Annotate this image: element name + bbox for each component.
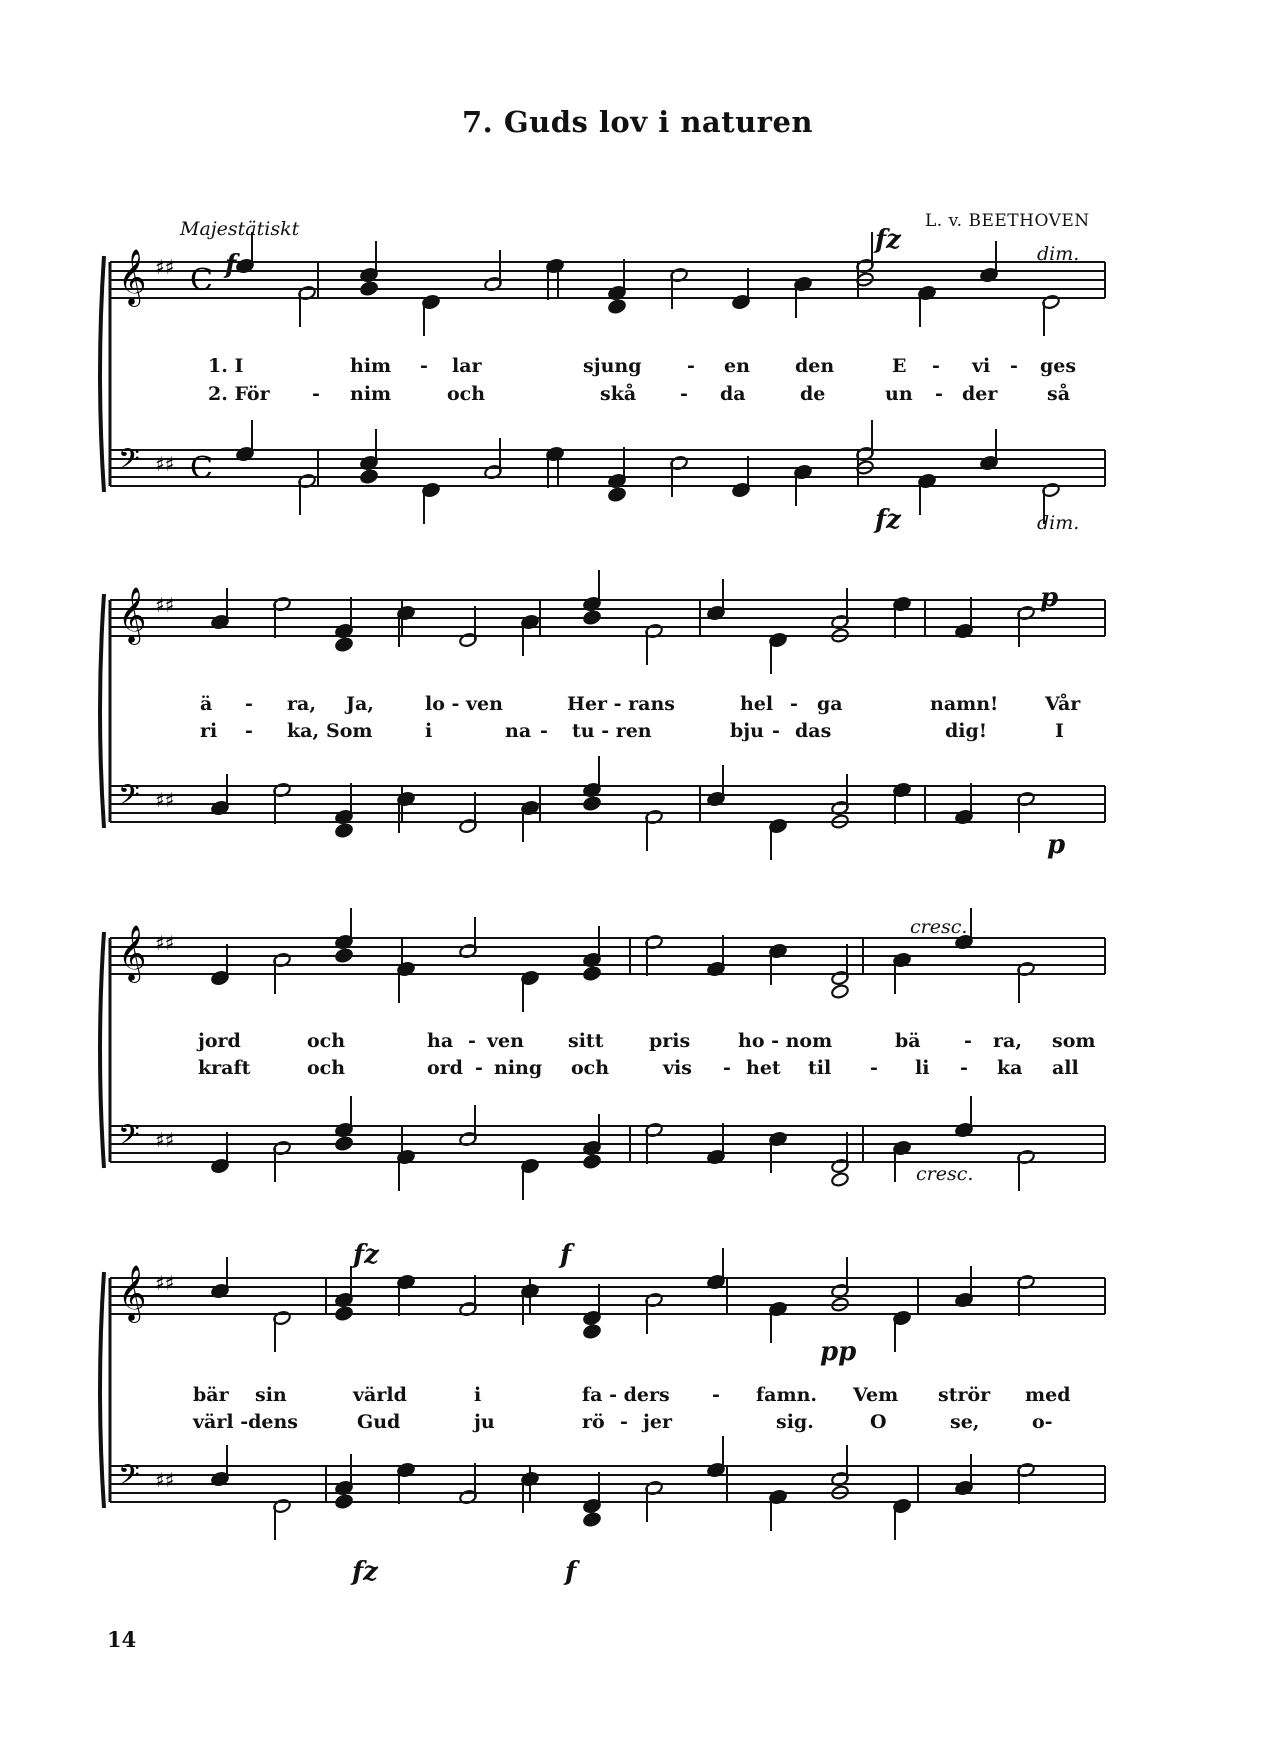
- common-time-icon: C: [190, 263, 213, 298]
- note-head: [335, 823, 354, 839]
- lyric: -: [540, 720, 548, 742]
- lyric: vi: [972, 355, 991, 377]
- note-head: [583, 1324, 602, 1340]
- treble-clef-icon: 𝄞: [118, 249, 147, 305]
- lyric: -: [964, 1030, 972, 1052]
- note-head: [335, 1136, 354, 1152]
- lyric: het: [746, 1057, 781, 1079]
- lyric: ord: [427, 1057, 463, 1079]
- common-time-icon: C: [190, 451, 213, 486]
- lyric: na: [505, 720, 532, 742]
- note-head: [335, 1306, 354, 1322]
- bass-staff: [110, 1459, 1105, 1502]
- lyric: sin: [255, 1384, 287, 1406]
- lyric: -: [475, 1057, 483, 1079]
- lyric: namn!: [930, 693, 999, 715]
- key-signature-icon: ♯♯: [155, 1271, 175, 1295]
- lyric: ha: [427, 1030, 454, 1052]
- lyric: och: [447, 383, 486, 405]
- dynamic-marking: dim.: [1037, 512, 1080, 534]
- dynamic-marking: f: [560, 1240, 572, 1270]
- key-signature-icon: ♯♯: [155, 452, 175, 476]
- dynamic-marking: fz: [353, 1240, 379, 1270]
- dynamic-marking: fz: [352, 1557, 378, 1587]
- lyric: i: [474, 1384, 482, 1406]
- brace-icon: [100, 594, 104, 828]
- lyric: -: [1010, 355, 1018, 377]
- note-head: [583, 1154, 602, 1170]
- lyric: ä: [200, 693, 213, 715]
- lyric: jord: [198, 1030, 241, 1052]
- note-head: [583, 796, 602, 812]
- bass-staff: [110, 1119, 1105, 1162]
- lyric: bju: [730, 720, 764, 742]
- lyric: jer: [643, 1411, 672, 1433]
- lyric: ven: [487, 1030, 524, 1052]
- song-title: 7. Guds lov i naturen: [461, 105, 813, 139]
- lyric: ju: [474, 1411, 495, 1433]
- bass-clef-icon: 𝄢: [118, 1119, 140, 1159]
- lyric: -: [932, 355, 940, 377]
- lyric: -: [935, 383, 943, 405]
- note-head: [335, 948, 354, 964]
- lyric: bä: [895, 1030, 921, 1052]
- lyric: Vår: [1045, 693, 1081, 715]
- lyric: -: [723, 1057, 731, 1079]
- lyric: ning: [494, 1057, 543, 1079]
- bass-staff: [110, 779, 1105, 822]
- lyric: sitt: [568, 1030, 604, 1052]
- treble-clef-icon: 𝄞: [118, 587, 147, 643]
- note-head: [608, 299, 627, 315]
- bass-clef-icon: 𝄢: [118, 443, 140, 483]
- lyric: ga: [817, 693, 843, 715]
- lyric: -: [245, 720, 253, 742]
- key-signature-icon: ♯♯: [155, 931, 175, 955]
- lyric: til: [808, 1057, 832, 1079]
- bass-clef-icon: 𝄢: [118, 779, 140, 819]
- lyric: så: [1047, 383, 1071, 405]
- lyric: o-: [1032, 1411, 1053, 1433]
- lyric: -: [960, 1057, 968, 1079]
- lyric: och: [571, 1057, 610, 1079]
- dynamic-marking: fz: [875, 505, 901, 535]
- lyric: de: [800, 383, 826, 405]
- note-head: [335, 637, 354, 653]
- dynamic-marking: f: [225, 250, 237, 280]
- lyric: nim: [350, 383, 392, 405]
- lyric: -: [312, 383, 320, 405]
- lyric: O: [870, 1411, 887, 1433]
- note-head: [583, 610, 602, 626]
- note-head: [583, 966, 602, 982]
- lyric: -: [680, 383, 688, 405]
- lyric: all: [1052, 1057, 1079, 1079]
- dynamic-marking: dim.: [1037, 243, 1080, 265]
- lyric: -: [870, 1057, 878, 1079]
- note-head: [360, 469, 379, 485]
- lyric: med: [1025, 1384, 1071, 1406]
- lyric: Her - rans: [567, 693, 675, 715]
- note-head: [583, 1512, 602, 1528]
- treble-staff: [110, 249, 1105, 307]
- lyric: Vem: [853, 1384, 899, 1406]
- lyric: och: [307, 1030, 346, 1052]
- lyric: bär: [193, 1384, 229, 1406]
- lyric: tu - ren: [572, 720, 652, 742]
- lyric: li: [915, 1057, 930, 1079]
- lyric: Gud: [357, 1411, 401, 1433]
- lyric: I: [1055, 720, 1064, 742]
- key-signature-icon: ♯♯: [155, 1128, 175, 1152]
- lyric: den: [795, 355, 835, 377]
- lyric: -: [420, 355, 428, 377]
- page-number: 14: [107, 1627, 137, 1652]
- lyric: strör: [938, 1384, 991, 1406]
- composer-credit: L. v. BEETHOVEN: [925, 211, 1090, 231]
- lyric: vis: [663, 1057, 692, 1079]
- lyric: pris: [649, 1030, 691, 1052]
- dynamic-marking: pp: [820, 1337, 857, 1367]
- lyric: lar: [452, 355, 482, 377]
- lyric: lo - ven: [425, 693, 503, 715]
- key-signature-icon: ♯♯: [155, 255, 175, 279]
- lyric: 1. I: [208, 355, 244, 377]
- dynamic-marking: f: [565, 1557, 577, 1587]
- note-head: [335, 1494, 354, 1510]
- lyric: famn.: [756, 1384, 818, 1406]
- lyric: das: [795, 720, 832, 742]
- bass-staff: [110, 443, 1105, 486]
- treble-clef-icon: 𝄞: [118, 1265, 147, 1321]
- lyric: ho - nom: [738, 1030, 833, 1052]
- lyric: kraft: [198, 1057, 251, 1079]
- lyric: och: [307, 1057, 346, 1079]
- lyric: fa - ders: [582, 1384, 670, 1406]
- dynamic-marking: p: [1047, 830, 1066, 860]
- lyric: Som: [326, 720, 373, 742]
- note-head: [360, 281, 379, 297]
- lyric: ges: [1040, 355, 1077, 377]
- lyric: -: [790, 693, 798, 715]
- lyric: som: [1052, 1030, 1096, 1052]
- bass-clef-icon: 𝄢: [118, 1459, 140, 1499]
- brace-icon: [100, 932, 104, 1168]
- note-head: [831, 984, 850, 1000]
- treble-staff: [110, 587, 1105, 645]
- note-head: [831, 1172, 850, 1188]
- lyric: skå: [600, 383, 637, 405]
- tempo-marking: Majestätiskt: [180, 218, 300, 240]
- lyric: dig!: [945, 720, 988, 742]
- lyric: -: [468, 1030, 476, 1052]
- lyric: ka,: [287, 720, 320, 742]
- lyric: -: [687, 355, 695, 377]
- brace-icon: [100, 256, 104, 492]
- brace-icon: [100, 1272, 104, 1508]
- dynamic-marking: p: [1040, 583, 1059, 613]
- dynamic-marking: fz: [875, 225, 901, 255]
- lyric: värl -dens: [193, 1411, 298, 1433]
- lyric: ra,: [287, 693, 316, 715]
- lyric: hel: [740, 693, 774, 715]
- key-signature-icon: ♯♯: [155, 1468, 175, 1492]
- lyric: -: [245, 693, 253, 715]
- lyric: en: [724, 355, 750, 377]
- dynamic-marking: cresc.: [910, 916, 968, 938]
- lyric: i: [425, 720, 433, 742]
- dynamic-marking: cresc.: [916, 1163, 974, 1185]
- lyric: 2. För: [208, 383, 270, 405]
- lyric: ra,: [993, 1030, 1022, 1052]
- lyric: Ja,: [346, 693, 374, 715]
- lyric: -: [772, 720, 780, 742]
- key-signature-icon: ♯♯: [155, 788, 175, 812]
- lyric: sig.: [776, 1411, 814, 1433]
- lyric: ri: [200, 720, 218, 742]
- lyric: un: [885, 383, 913, 405]
- lyric: da: [720, 383, 746, 405]
- lyric: him: [350, 355, 392, 377]
- lyric: -: [712, 1384, 720, 1406]
- treble-clef-icon: 𝄞: [118, 925, 147, 981]
- lyric: ka: [997, 1057, 1023, 1079]
- lyric: sjung: [583, 355, 642, 377]
- lyric: se,: [950, 1411, 980, 1433]
- lyric: värld: [353, 1384, 407, 1406]
- lyric: E: [892, 355, 907, 377]
- key-signature-icon: ♯♯: [155, 593, 175, 617]
- note-head: [608, 487, 627, 503]
- treble-staff: [110, 1265, 1105, 1323]
- lyric: der: [962, 383, 998, 405]
- lyric: rö: [582, 1411, 605, 1433]
- lyric: -: [620, 1411, 628, 1433]
